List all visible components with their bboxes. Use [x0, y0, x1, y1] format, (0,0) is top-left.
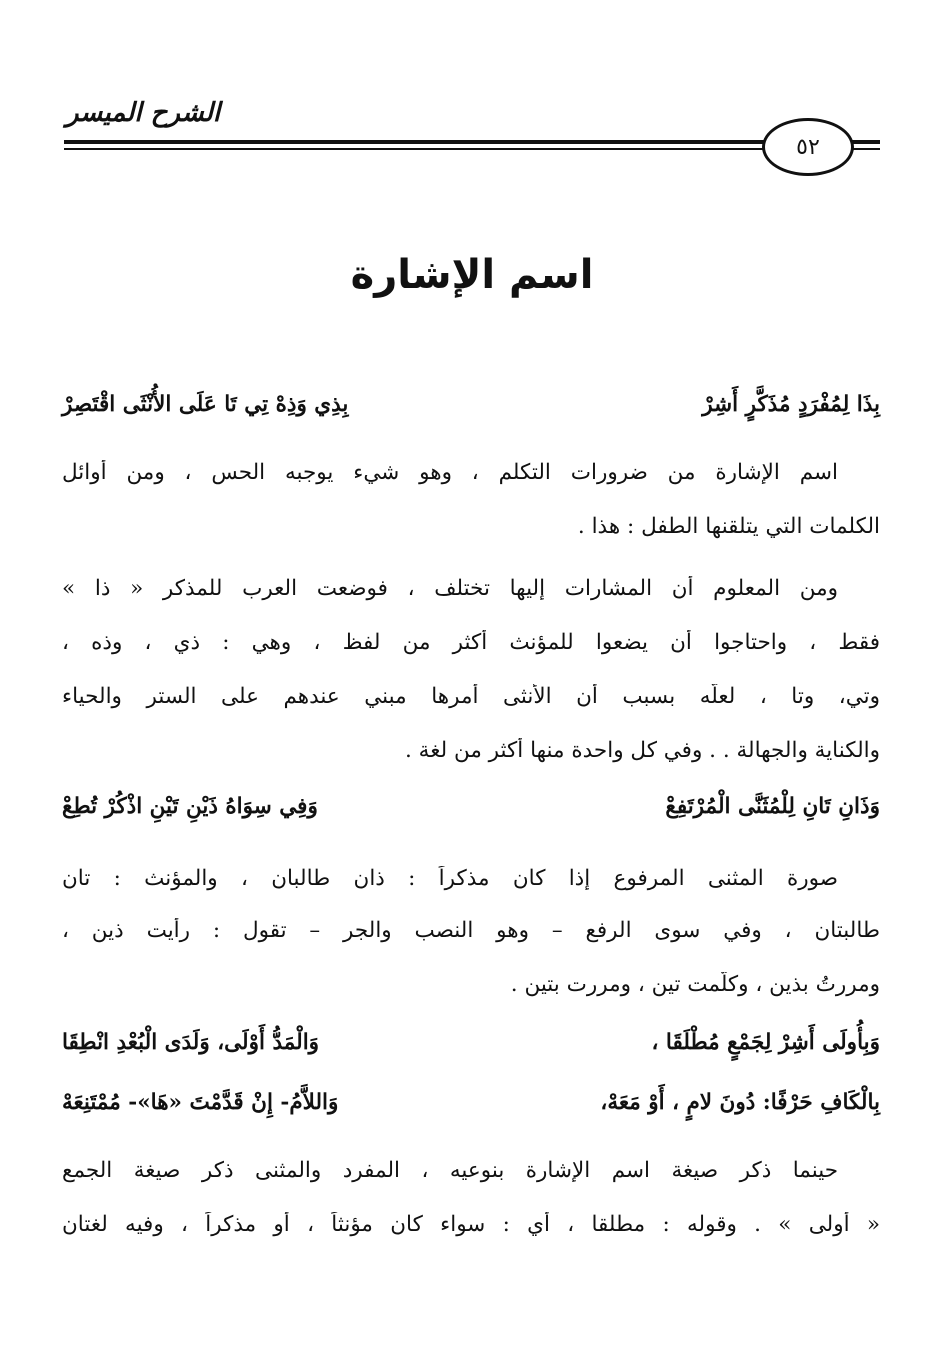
paragraph-4-line-1: حينما ذكر صيغة اسم الإشارة بنوعيه ، المفرد والمثنى ذكر صيغة الجمع	[62, 1158, 838, 1183]
paragraph-3-line-1: صورة المثنى المرفوع إذا كان مذكراً : ذان طالبان ، والمؤنث : تان	[62, 866, 838, 891]
verse-2-second-hemistich: وَفِي سِوَاهُ ذَيْنِ تَيْنِ اذْكُرْ تُطِعْ	[62, 794, 318, 819]
verse-1	[62, 392, 880, 432]
verse-4-second-hemistich: وَاللاَّمُ- إِنْ قَدَّمْتَ «هَا»- مُمْتَنِعَهْ	[62, 1090, 339, 1115]
paragraph-2-line-4: والكناية والجهالة . . وفي كل واحدة منها أكثر من لغة .	[405, 738, 880, 763]
running-header-title: الشرح الميسر	[66, 98, 221, 128]
page-number-badge	[762, 118, 854, 176]
verse-3	[62, 1030, 880, 1070]
header-rule-thick	[64, 140, 880, 144]
paragraph-2-line-3: وتي، وتا ، لعلّه بسبب أن الأنثى أمرها مبني عندهم على الستر والحياء	[62, 684, 880, 709]
paragraph-1-line-1: اسم الإشارة من ضرورات التكلم ، وهو شيء يوجبه الحس ، ومن أوائل	[62, 460, 838, 485]
paragraph-3-line-3: ومررتُ بذين ، وكلّمت تين ، ومررت بتين .	[510, 972, 880, 997]
paragraph-3-line-2: طالبتان ، وفي سوى الرفع – وهو النصب والجر – تقول : رأيت ذين ،	[62, 918, 880, 943]
paragraph-1-line-2: الكلمات التي يتلقنها الطفل : هذا .	[577, 514, 880, 539]
paragraph-2-line-2: فقط ، واحتاجوا أن يضعوا للمؤنث أكثر من لفظ ، وهي : ذي ، وذه ،	[62, 630, 880, 655]
paragraph-2-line-1: ومن المعلوم أن المشارات إليها تختلف ، فوضعت العرب للمذكر « ذا »	[62, 576, 838, 601]
verse-3-first-hemistich: وَبِأُولَى أَشِرْ لِجَمْعٍ مُطْلَقَا ،	[651, 1030, 880, 1055]
verse-1-first-hemistich: بِذَا لِمُفْرَدٍ مُذَكَّرٍ أَشِرْ	[702, 392, 880, 417]
chapter-title: اسم الإشارة	[350, 252, 594, 298]
paragraph-4-line-2: « أُولى » . وقوله : مطلقا ، أي : سواء كان مؤنثاً ، أو مذكراً ، وفيه لغتان	[62, 1212, 880, 1237]
verse-4-first-hemistich: بِالْكَافِ حَرْفًا: دُونَ لامٍ ، أَوْ مَعَهْ،	[600, 1090, 880, 1115]
verse-1-second-hemistich: بِذِي وَذِهْ تِي تَا عَلَى الأُنْثَى اقْتَصِرْ	[62, 392, 349, 417]
verse-3-second-hemistich: وَالْمَدُّ أَوْلَى، وَلَدَى الْبُعْدِ انْطِقَا	[62, 1030, 320, 1055]
verse-4	[62, 1090, 880, 1130]
header-rule-thin	[64, 148, 880, 150]
verse-2	[62, 794, 880, 834]
page-number: ٥٢	[796, 134, 820, 160]
verse-2-first-hemistich: وَذَانِ تَانِ لِلْمُثَنَّى الْمُرْتَفِعْ	[665, 794, 880, 819]
